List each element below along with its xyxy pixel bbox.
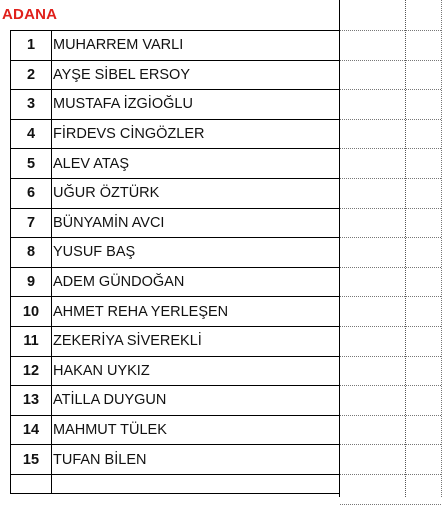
cell-gridline <box>405 0 406 497</box>
cell-gridline <box>340 30 441 31</box>
cell-gridline <box>340 148 441 149</box>
cell-gridline <box>340 444 441 445</box>
candidate-name[interactable]: UĞUR ÖZTÜRK <box>52 178 340 208</box>
cell-gridline <box>340 385 441 386</box>
candidate-name[interactable]: ALEV ATAŞ <box>52 149 340 179</box>
table-row <box>11 326 340 356</box>
row-number[interactable]: 13 <box>11 386 52 416</box>
row-number[interactable]: 14 <box>11 415 52 445</box>
empty-row <box>11 474 340 493</box>
table-row <box>11 386 340 416</box>
empty-cell[interactable] <box>52 474 340 493</box>
cell-gridline <box>340 89 441 90</box>
candidate-name[interactable]: ATİLLA DUYGUN <box>52 386 340 416</box>
candidate-name[interactable]: YUSUF BAŞ <box>52 238 340 268</box>
row-number[interactable]: 6 <box>11 178 52 208</box>
cell-gridline <box>340 356 441 357</box>
candidate-name[interactable]: MUSTAFA İZGİOĞLU <box>52 90 340 120</box>
empty-cell[interactable] <box>11 474 52 493</box>
candidate-name[interactable]: ADEM GÜNDOĞAN <box>52 267 340 297</box>
table-row <box>11 90 340 120</box>
cell-gridline <box>340 60 441 61</box>
candidate-name[interactable]: ZEKERİYA SİVEREKLİ <box>52 326 340 356</box>
candidate-name[interactable]: AYŞE SİBEL ERSOY <box>52 60 340 90</box>
candidate-name[interactable]: BÜNYAMİN AVCI <box>52 208 340 238</box>
cell-gridline <box>340 237 441 238</box>
row-number[interactable]: 15 <box>11 445 52 475</box>
table-row <box>11 208 340 238</box>
cell-gridline <box>340 474 441 475</box>
table-row <box>11 119 340 149</box>
table-row <box>11 267 340 297</box>
cell-gridline <box>340 504 441 505</box>
table-row <box>11 178 340 208</box>
cell-gridline <box>340 208 441 209</box>
row-number[interactable]: 12 <box>11 356 52 386</box>
row-number[interactable]: 7 <box>11 208 52 238</box>
candidate-name[interactable]: HAKAN UYKIZ <box>52 356 340 386</box>
cell-gridline <box>340 415 441 416</box>
candidate-table <box>10 30 340 494</box>
cell-gridline <box>441 0 442 497</box>
province-title: ADANA <box>2 6 58 23</box>
cell-gridline <box>340 178 441 179</box>
table-row <box>11 356 340 386</box>
table-row <box>11 31 340 61</box>
candidate-name[interactable]: MAHMUT TÜLEK <box>52 415 340 445</box>
table-row <box>11 238 340 268</box>
cell-gridline <box>340 119 441 120</box>
row-number[interactable]: 2 <box>11 60 52 90</box>
table-row <box>11 297 340 327</box>
table-row <box>11 445 340 475</box>
row-number[interactable]: 10 <box>11 297 52 327</box>
row-number[interactable]: 5 <box>11 149 52 179</box>
cell-gridline <box>340 267 441 268</box>
candidate-name[interactable]: AHMET REHA YERLEŞEN <box>52 297 340 327</box>
cell-gridline <box>340 296 441 297</box>
cell-gridline <box>340 326 441 327</box>
candidate-name[interactable]: FİRDEVS CİNGÖZLER <box>52 119 340 149</box>
row-number[interactable]: 1 <box>11 31 52 61</box>
row-number[interactable]: 9 <box>11 267 52 297</box>
row-number[interactable]: 11 <box>11 326 52 356</box>
candidate-name[interactable]: TUFAN BİLEN <box>52 445 340 475</box>
table-row <box>11 415 340 445</box>
row-number[interactable]: 3 <box>11 90 52 120</box>
table-row <box>11 149 340 179</box>
row-number[interactable]: 8 <box>11 238 52 268</box>
row-number[interactable]: 4 <box>11 119 52 149</box>
table-row <box>11 60 340 90</box>
candidate-name[interactable]: MUHARREM VARLI <box>52 31 340 61</box>
